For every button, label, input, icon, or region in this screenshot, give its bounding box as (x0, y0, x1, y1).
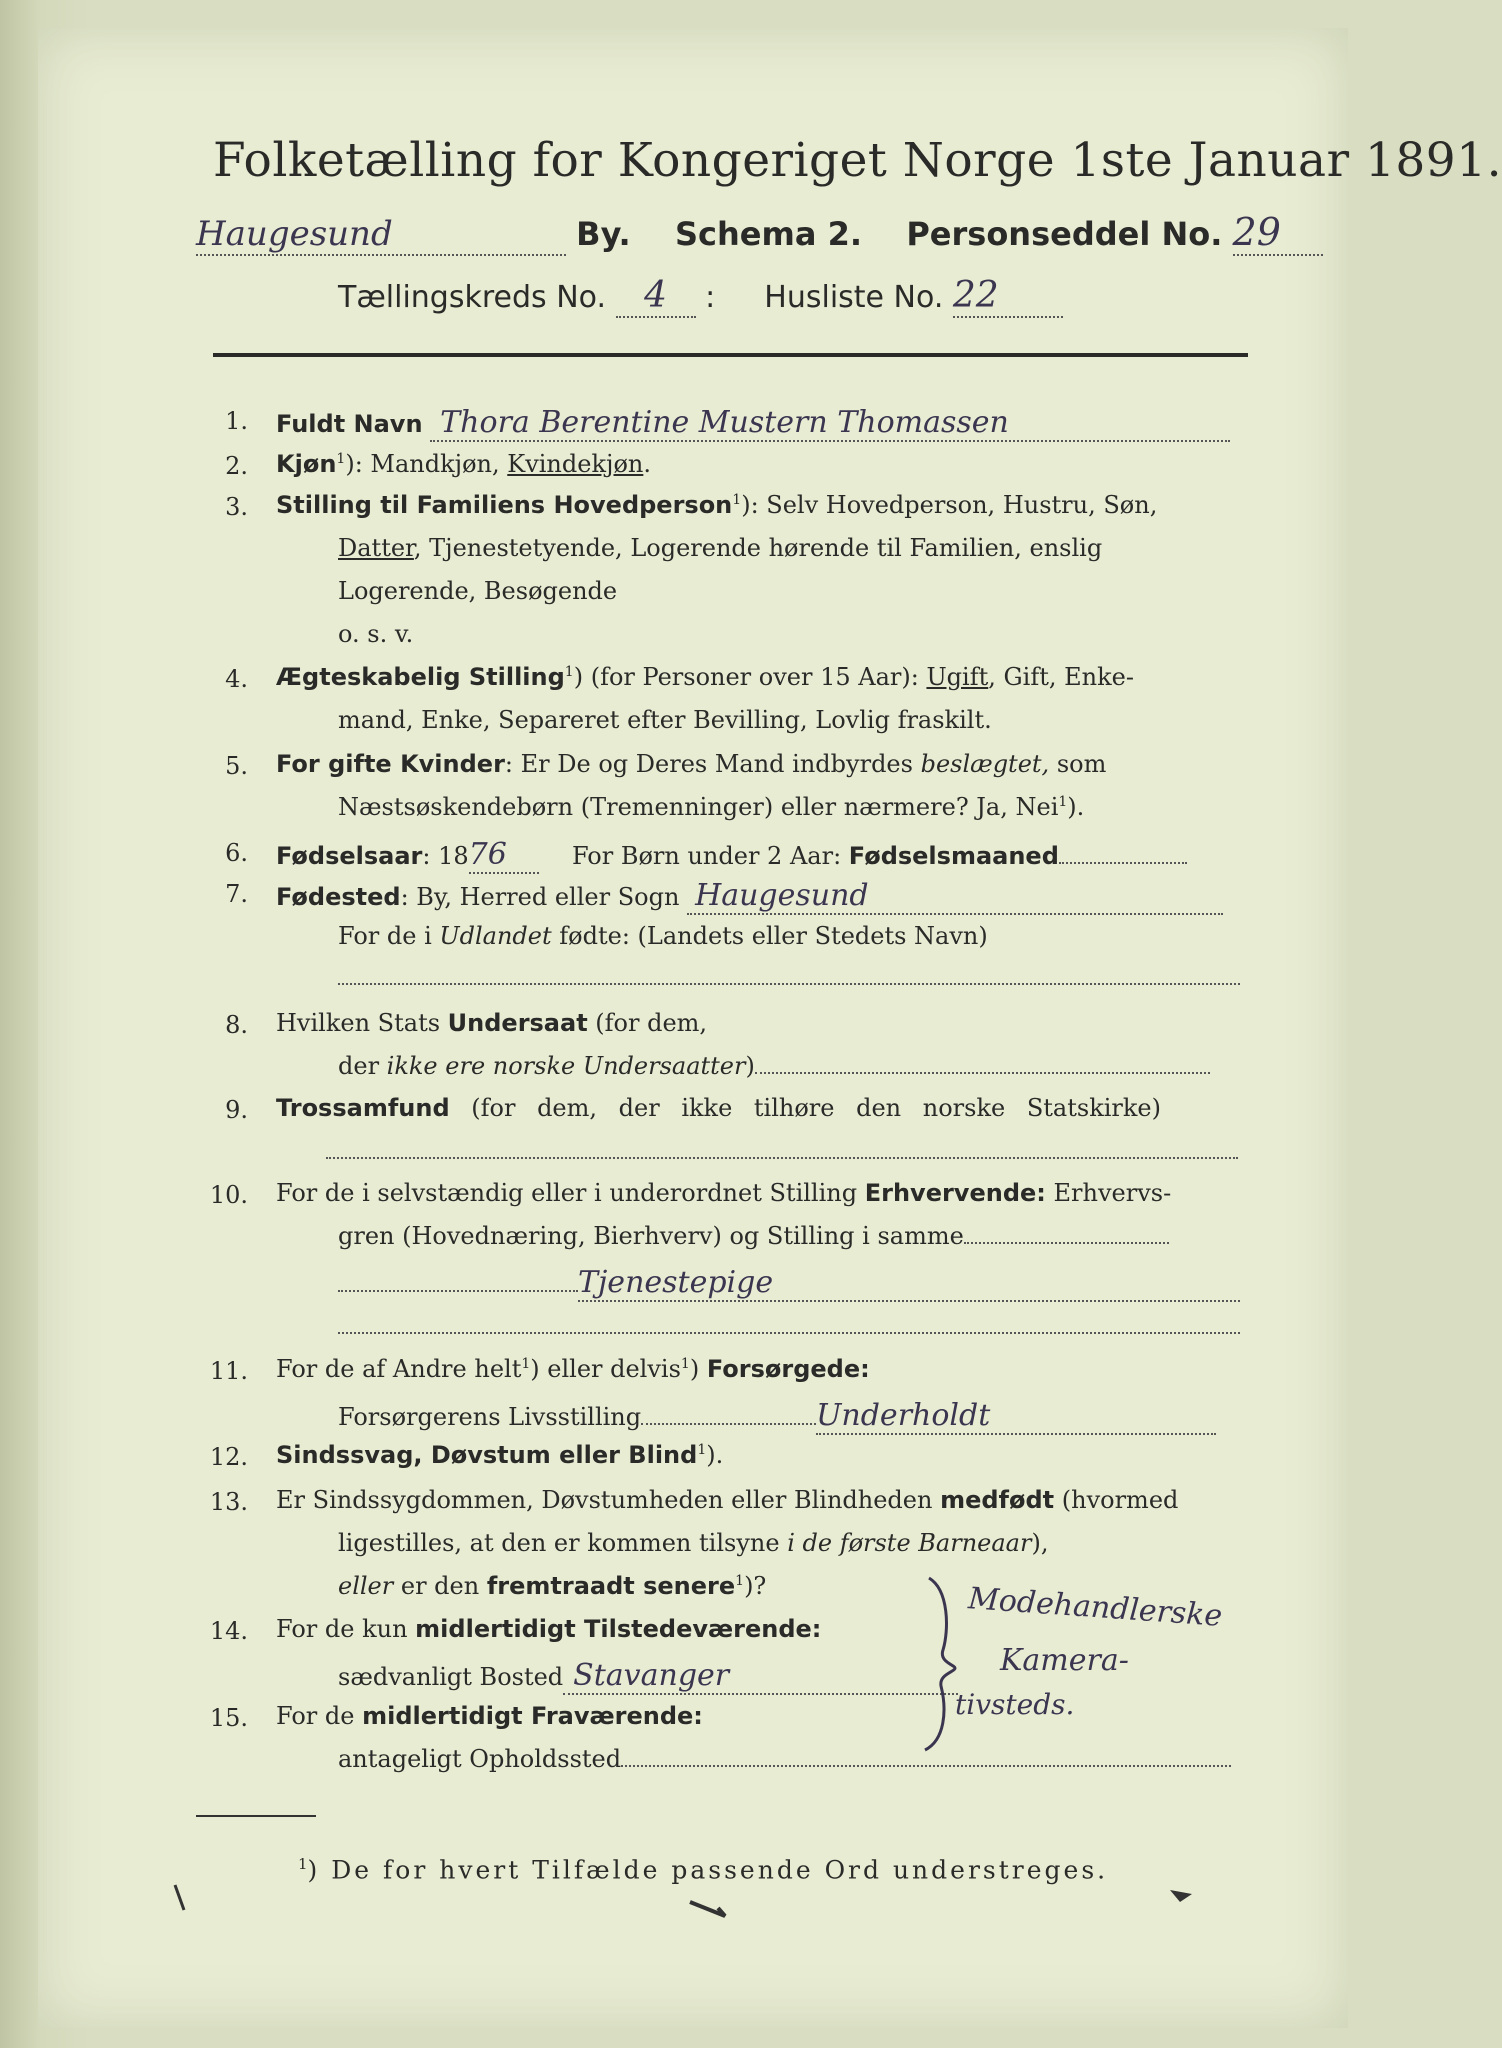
item-6-birth-year (276, 837, 1187, 874)
item-11-line-1 (276, 1355, 870, 1383)
item-2-text-c: . (643, 450, 651, 478)
item-5-label-a: For (276, 750, 329, 778)
provider-occupation-value: Underholdt (816, 1398, 1216, 1435)
birth-month-blank (1059, 861, 1187, 864)
item-10-bold: Erhvervende: (864, 1179, 1046, 1207)
item-5-text-b: som (1049, 750, 1107, 778)
footnote-text: ) De for hvert Tilfælde passende Ord understreges. (307, 1855, 1109, 1885)
item-8-bold: Undersaat (447, 1009, 588, 1037)
occupation-blank-2 (338, 1332, 1240, 1334)
item-13-line-3 (338, 1572, 766, 1600)
item-11-text-a: For de af Andre helt (276, 1355, 522, 1383)
by-handwritten: Haugesund (196, 214, 566, 256)
item-6-prefix: : 18 (422, 842, 469, 870)
footnote-ref: 1 (697, 1442, 707, 1458)
item-15-line-2-text: antageligt Opholdssted (338, 1745, 622, 1773)
item-15-line-1 (276, 1702, 703, 1730)
item-15-text-a: For de (276, 1702, 363, 1730)
kreds-label: Tællingskreds No. (338, 280, 606, 315)
footnote-ref: 1 (336, 451, 346, 467)
item-15-line-2 (338, 1745, 1231, 1773)
husliste-number: 22 (953, 275, 1063, 318)
item-number: 7. (225, 880, 248, 908)
item-4-text-b: , Gift, Enke- (988, 663, 1134, 691)
item-number: 10. (209, 1181, 248, 1209)
item-3-line-4: o. s. v. (338, 620, 414, 648)
item-13-line-2-a: ligestilles, at den er kommen tilsyne (338, 1529, 788, 1557)
item-14-bold: midlertidigt Tilstedeværende: (415, 1615, 822, 1643)
item-5-question: Næstsøskendebørn (Tremenninger) eller nærmere? Ja, Nei (338, 793, 1059, 821)
item-number: 2. (225, 452, 248, 480)
birth-month-label: Fødselsmaaned (848, 842, 1059, 870)
datter-underlined: Datter (338, 534, 414, 562)
ink-marks (170, 1880, 1210, 1940)
item-13-line-2 (338, 1529, 1048, 1557)
item-4-line-2: mand, Enke, Separeret efter Bevilling, Lovlig fraskilt. (338, 706, 992, 734)
item-10-text-a: For de i selvstændig eller i underordnet Stilling (276, 1179, 865, 1207)
footnote-ref: 1 (680, 1356, 690, 1372)
item-9-line-1 (276, 1094, 1161, 1122)
item-10-line-2-text: gren (Hovednæring, Bierhverv) og Stilling i samme (338, 1222, 964, 1250)
schema-label: Schema 2. (674, 215, 862, 253)
item-13-text-a: Er Sindssygdommen, Døvstumheden eller Blindheden (276, 1486, 941, 1514)
sex-kvindekjon-underlined: Kvindekjøn (507, 450, 644, 478)
ugift-underlined: Ugift (926, 663, 989, 691)
item-11-bold: Forsørgede: (706, 1355, 870, 1383)
item-5-label-b: gifte Kvinder (328, 750, 505, 778)
item-12 (276, 1441, 723, 1469)
item-14-line-1 (276, 1615, 821, 1643)
full-name-value: Thora Berentine Mustern Thomassen (430, 405, 1230, 442)
item-10-occupation-line (338, 1265, 1240, 1302)
personseddel-label: Personseddel No. (906, 215, 1223, 253)
item-1-label: Fuldt Navn (276, 410, 423, 438)
item-7-text: : By, Herred eller Sogn (400, 883, 680, 911)
item-9-text: (for dem, der ikke tilhøre den norske Statskirke) (471, 1094, 1161, 1122)
item-3-line-1 (276, 491, 1157, 519)
item-5-line-2 (338, 793, 1084, 821)
header-divider (213, 353, 1248, 357)
item-3-label: Stilling til Familiens Hovedperson (276, 491, 733, 519)
item-number: 14. (209, 1617, 248, 1645)
item-5-text-a: : Er De og Deres Mand indbyrdes (504, 750, 921, 778)
item-3-line-3: Logerende, Besøgende (338, 577, 618, 605)
item-5-end: ). (1067, 793, 1085, 821)
footnote-divider (196, 1815, 316, 1817)
item-2-text-a: ): Mandkjøn, (345, 450, 508, 478)
item-13-line-1 (276, 1486, 1178, 1514)
foreign-birthplace-blank (338, 983, 1240, 985)
item-8-italic: ikke ere norske Undersaatter (386, 1052, 746, 1080)
item-11-text-b: ) eller delvis (530, 1355, 681, 1383)
item-8-line-1 (276, 1009, 707, 1037)
header-line-2: Tællingskreds No. 4 : Husliste No. 22 (338, 275, 1063, 318)
item-number: 6. (225, 839, 248, 867)
item-number: 4. (225, 665, 248, 693)
item-3-options-b: , Tjenestetyende, Logerende hørende til Familien, enslig (413, 534, 1103, 562)
margin-note-line-2: Kamera- (1000, 1643, 1129, 1678)
item-number: 1. (225, 407, 248, 435)
item-7-label: Fødested (276, 883, 401, 911)
husliste-label: Husliste No. (764, 280, 944, 315)
margin-note-line-1: Modehandlerske (967, 1581, 1224, 1634)
item-8-line-2-a: der (338, 1052, 387, 1080)
item-13-end: )? (744, 1572, 767, 1600)
item-9-label: Trossamfund (276, 1094, 450, 1122)
item-number: 3. (225, 493, 248, 521)
item-2-label: Kjøn (276, 450, 337, 478)
item-12-end: ). (706, 1441, 724, 1469)
item-8-line-2 (338, 1052, 1210, 1080)
birthplace-value: Haugesund (687, 878, 1223, 915)
item-4-label: Ægteskabelig Stilling (276, 663, 565, 691)
item-11-line-2 (338, 1398, 1216, 1435)
item-1-full-name (276, 405, 1230, 442)
item-8-line-2-b: ) (745, 1052, 755, 1080)
item-11-text-c: ) (689, 1355, 707, 1383)
item-14-line-2 (338, 1658, 958, 1695)
item-13-line-3-a: er den (393, 1572, 487, 1600)
item-15-bold: midlertidigt Fraværende: (362, 1702, 703, 1730)
item-7-line-2 (338, 922, 988, 950)
item-13-line-2-b: ), (1031, 1529, 1049, 1557)
item-number: 12. (209, 1443, 248, 1471)
personseddel-number: 29 (1233, 210, 1323, 256)
kreds-number: 4 (616, 275, 696, 318)
item-3-line-2 (338, 534, 1102, 562)
item-10-line-2 (338, 1222, 1169, 1250)
margin-note-line-3: tivsteds. (955, 1688, 1075, 1721)
item-4-line-1 (276, 663, 1134, 691)
item-number: 8. (225, 1011, 248, 1039)
item-4-text-a: ) (for Personer over 15 Aar): (573, 663, 927, 691)
item-7-birthplace (276, 878, 1223, 915)
udlandet-italic: Udlandet (439, 922, 552, 950)
item-14-line-2-text: sædvanligt Bosted (338, 1663, 564, 1691)
by-label: By. (576, 215, 631, 253)
item-13-italic: i de første Barneaar (787, 1529, 1032, 1557)
footnote-ref: 1 (1058, 794, 1068, 810)
handwritten-bracket (915, 1570, 975, 1760)
item-number: 9. (225, 1096, 248, 1124)
temporary-residence-blank (621, 1764, 1231, 1767)
item-13-eller: eller (338, 1572, 394, 1600)
item-10-text-b: Erhvervs- (1045, 1179, 1172, 1207)
beslaegtet-italic: beslægtet, (920, 750, 1050, 778)
footnote-ref: 1 (564, 664, 574, 680)
item-7-line-2-b: fødte: (Landets eller Stedets Navn) (551, 922, 988, 950)
item-11-line-2-text: Forsørgerens Livsstilling (338, 1403, 642, 1431)
item-8-text-a: Hvilken Stats (276, 1009, 448, 1037)
birth-year-value: 76 (469, 837, 539, 874)
occupation-value: Tjenestepige (578, 1265, 1240, 1302)
item-10-line-1 (276, 1179, 1171, 1207)
item-8-text-b: (for dem, (587, 1009, 708, 1037)
item-7-line-2-a: For de i (338, 922, 440, 950)
item-number: 11. (209, 1357, 248, 1385)
item-number: 5. (225, 752, 248, 780)
usual-residence-value: Stavanger (563, 1658, 958, 1695)
nationality-blank (755, 1071, 1210, 1074)
item-12-label: Sindssvag, Døvstum eller Blind (276, 1441, 698, 1469)
footnote-ref: 1 (521, 1356, 531, 1372)
item-3-options-a: ): Selv Hovedperson, Hustru, Søn, (741, 491, 1158, 519)
item-2-sex (276, 450, 651, 478)
item-13-text-b: (hvormed (1054, 1486, 1179, 1514)
header-line-1 (196, 210, 1323, 256)
item-6-text: For Børn under 2 Aar: (571, 842, 849, 870)
item-14-text-a: For de kun (276, 1615, 416, 1643)
item-13-bold: medfødt (940, 1486, 1055, 1514)
footnote-ref: 1 (732, 492, 742, 508)
footnote-marker: 1 (298, 1855, 308, 1873)
item-number: 13. (209, 1488, 248, 1516)
item-6-label: Fødselsaar (276, 842, 423, 870)
form-title: Folketælling for Kongeriget Norge 1ste Januar 1891. (213, 133, 1502, 188)
item-number: 15. (209, 1704, 248, 1732)
religion-blank (326, 1157, 1238, 1159)
item-13-line-3-bold: fremtraadt senere (486, 1572, 736, 1600)
item-5-line-1 (276, 750, 1106, 778)
footnote-ref: 1 (735, 1573, 745, 1589)
